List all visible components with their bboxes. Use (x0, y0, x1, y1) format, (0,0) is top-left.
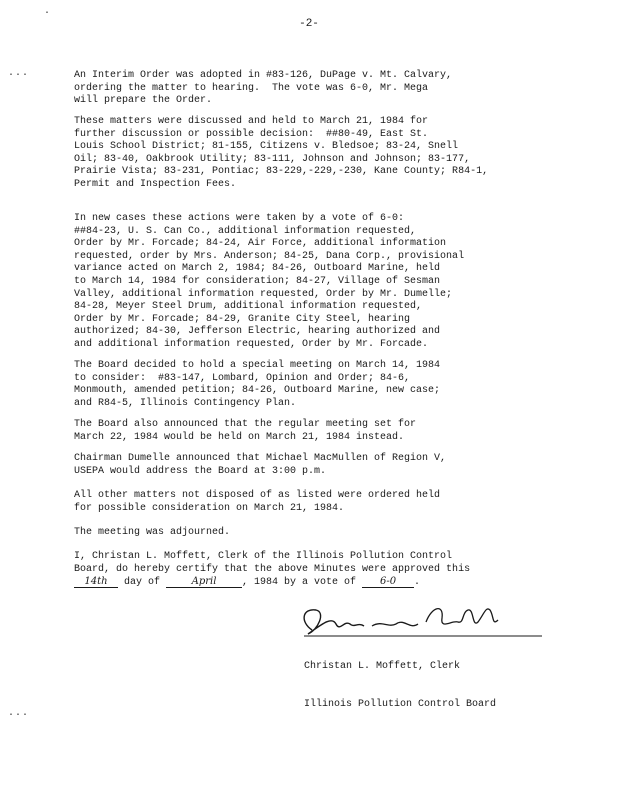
day-label: day of (118, 577, 167, 589)
scan-mark-top: · (44, 8, 52, 19)
certification-line-1: I, Christan L. Moffett, Clerk of the Illinois Pollution Control (74, 551, 453, 562)
scan-mark-lower: ··· (8, 710, 30, 721)
scan-mark-upper: ··· (8, 70, 30, 81)
signatory-name: Christan L. Moffett, Clerk (304, 661, 461, 673)
signature-block (304, 636, 496, 737)
certification-end: . (414, 577, 421, 589)
approval-vote-field: 6-0 (362, 576, 414, 588)
paragraph-regular-meeting: The Board also announced that the regular meeting set for March 22, 1984 would be held on March 21, 1984 instead. (74, 419, 417, 443)
certification-line-3 (74, 576, 564, 589)
signature-stroke-1 (304, 610, 364, 634)
approval-day-field: 14th (74, 576, 118, 588)
certification-block (74, 551, 564, 589)
paragraph-adjourned: The meeting was adjourned. (74, 527, 231, 538)
paragraph-announcement: Chairman Dumelle announced that Michael MacMullen of Region V, USEPA would address the Board at 3:00 p.m. (74, 453, 447, 477)
paragraph-held-matters: These matters were discussed and held to March 21, 1984 for further discussion or possible decision: ##80-49, East St. Louis School District; 81-155, Citizens v. Bledsoe; 83-24, Snell Oil; 83-40, Oakbrook Utility; 83-111, Johnson and Johnson; 83-177, Prairie Vista; 83-231, Pontiac; 83-229,-229,-230, Kane County; R84-1, Permit and Inspection Fees. (74, 116, 489, 190)
paragraph-other-matters: All other matters not disposed of as listed were ordered held for possible consideration on March 21, 1984. (74, 490, 441, 514)
paragraph-special-meeting: The Board decided to hold a special meeting on March 14, 1984 to consider: #83-147, Lombard, Opinion and Order; 84-6, Monmouth, amended petition; 84-26, Outboard Marine, new case; and R84-5, Illinois Contingency Plan. (74, 360, 441, 409)
signatory-organization: Illinois Pollution Control Board (304, 698, 497, 710)
page-number: -2- (299, 18, 319, 30)
certification-line-2: Board, do hereby certify that the above Minutes were approved this (74, 563, 471, 575)
approval-month-field: April (166, 576, 242, 588)
year-text: , 1984 by a vote of (242, 577, 363, 589)
paragraph-new-cases: In new cases these actions were taken by a vote of 6-0: ##84-23, U. S. Can Co., additional information requested, Order by Mr. Forcade; 84-24, Air Force, additional information requested, order by Mrs. Anderson; 84-25, Dana Corp., provisional variance acted on March 2, 1984; 84-26, Outboard Marine, held to March 14, 1984 for consideration; 84-27, Village of Sesman Valley, additional information requested, Order by Mr. Dumelle; 84-28, Meyer Steel Drum, additional information requested, Order by Mr. Forcade; 84-29, Granite City Steel, hearing authorized; 84-30, Jefferson Electric, hearing authorized and and additional information requested, Order by Mr. Forcade. (74, 213, 465, 350)
signature-stroke-3 (426, 609, 498, 624)
signature-stroke-2 (372, 622, 418, 626)
paragraph-interim-order: An Interim Order was adopted in #83-126, DuPage v. Mt. Calvary, ordering the matter to hearing. The vote was 6-0, Mr. Mega will prepare the Order. (74, 70, 453, 107)
